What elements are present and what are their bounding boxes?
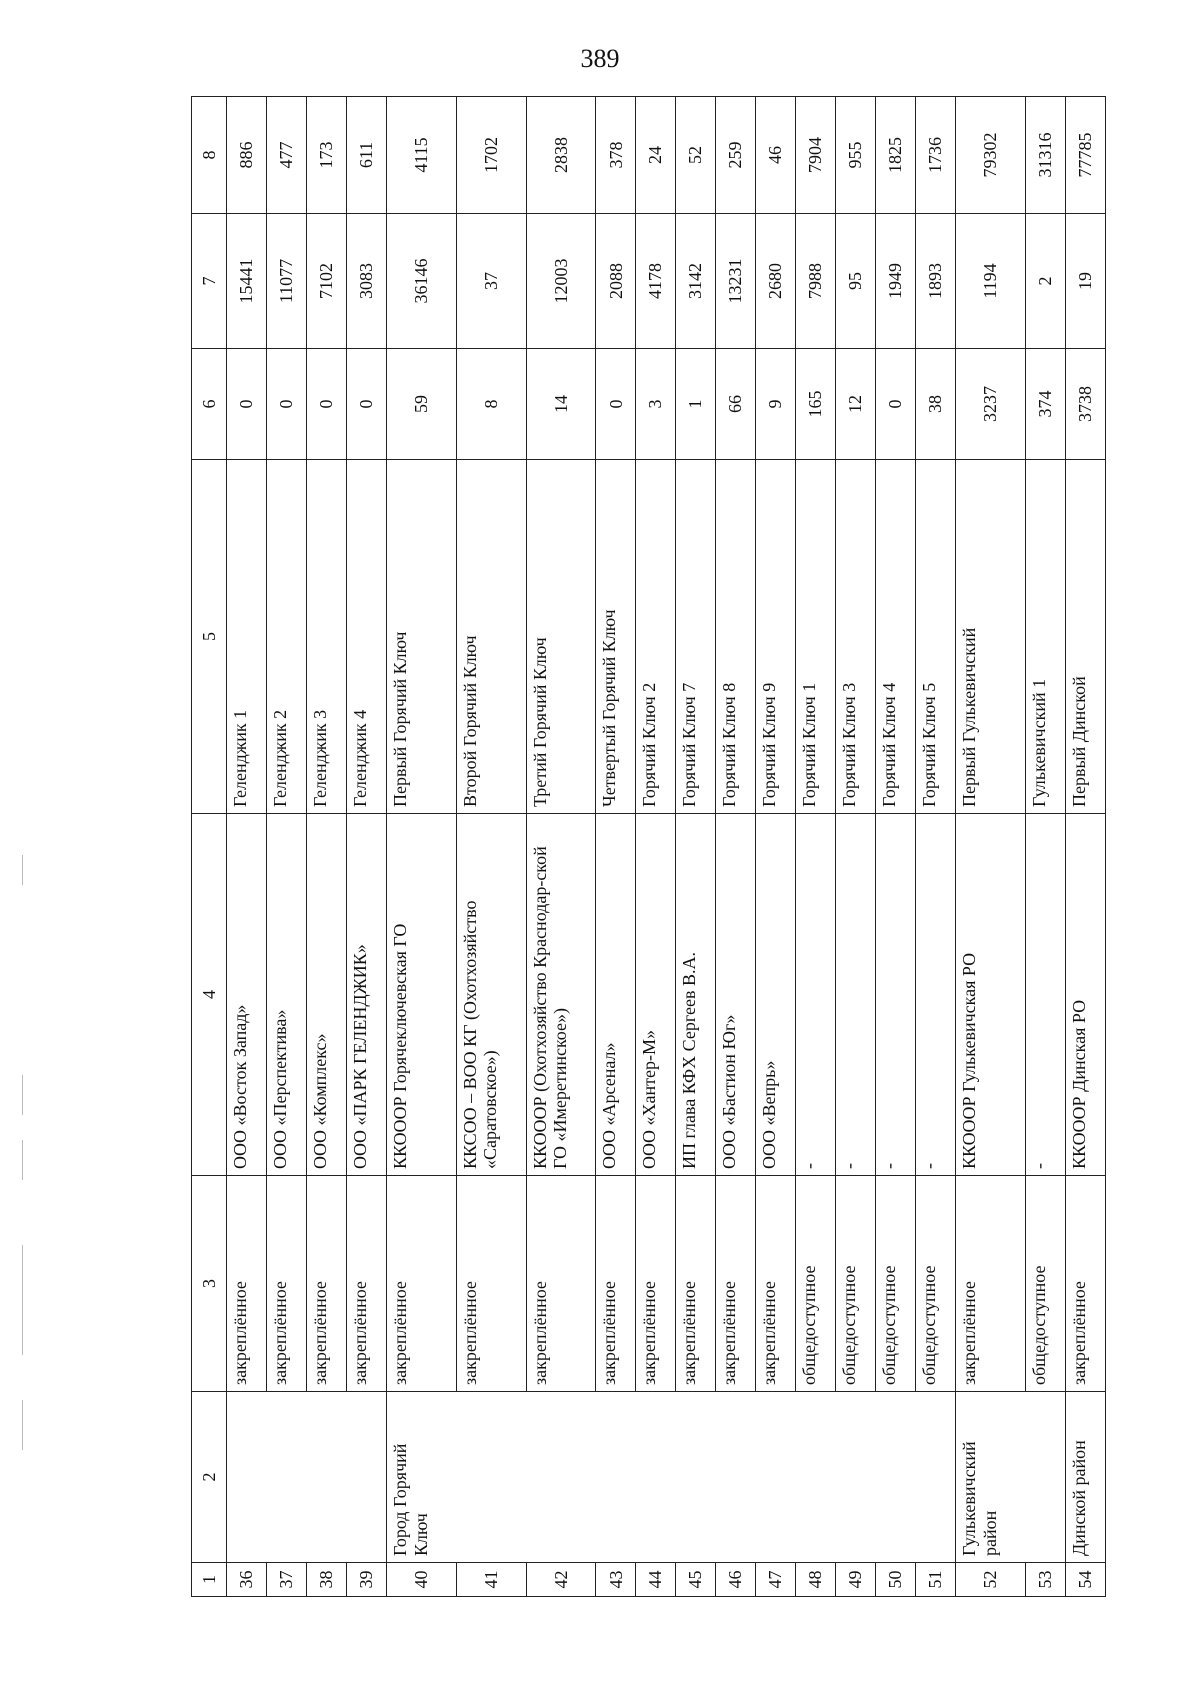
ground-user: - [916, 814, 956, 1176]
value-col6: 0 [266, 349, 306, 460]
value-col8: 46 [756, 97, 796, 214]
municipality [1025, 1392, 1065, 1563]
value-col6: 38 [916, 349, 956, 460]
table-row [956, 97, 1026, 1597]
value-col8: 259 [716, 97, 756, 214]
value-col7: 7988 [796, 214, 836, 349]
ground-type: общедоступное [836, 1176, 876, 1392]
value-col8: 1736 [916, 97, 956, 214]
value-col6: 0 [306, 349, 346, 460]
value-col8: 4115 [386, 97, 456, 214]
table-row [716, 97, 756, 1597]
value-col8: 7904 [796, 97, 836, 214]
value-col7: 36146 [386, 214, 456, 349]
table-row [756, 97, 796, 1597]
value-col6: 59 [386, 349, 456, 460]
municipality [796, 1392, 836, 1563]
table-row [636, 97, 676, 1597]
ground-user: ООО «ПАРК ГЕЛЕНДЖИК» [346, 814, 386, 1176]
column-number-row [192, 97, 227, 1597]
value-col8: 79302 [956, 97, 1026, 214]
ground-user: - [836, 814, 876, 1176]
ground-type: общедоступное [916, 1176, 956, 1392]
column-number-6: 6 [192, 349, 227, 460]
value-col6: 0 [876, 349, 916, 460]
municipality: Город Горячий Ключ [386, 1392, 456, 1563]
row-number: 42 [526, 1563, 596, 1597]
table-row [796, 97, 836, 1597]
scan-artifact [22, 1140, 23, 1180]
row-number: 40 [386, 1563, 456, 1597]
municipality [636, 1392, 676, 1563]
ground-user: ООО «Перспектива» [266, 814, 306, 1176]
ground-name: Горячий Ключ 9 [756, 460, 796, 814]
value-col8: 1702 [456, 97, 526, 214]
value-col6: 9 [756, 349, 796, 460]
value-col7: 2680 [756, 214, 796, 349]
municipality [676, 1392, 716, 1563]
ground-type: закреплённое [716, 1176, 756, 1392]
value-col7: 19 [1065, 214, 1105, 349]
ground-type: закреплённое [386, 1176, 456, 1392]
value-col7: 3083 [346, 214, 386, 349]
ground-name: Третий Горячий Ключ [526, 460, 596, 814]
ground-user: ИП глава КФХ Сергеев В.А. [676, 814, 716, 1176]
table-row [836, 97, 876, 1597]
table-row [266, 97, 306, 1597]
municipality [227, 1392, 267, 1563]
row-number: 54 [1065, 1563, 1105, 1597]
ground-name: Геленджик 4 [346, 460, 386, 814]
row-number: 50 [876, 1563, 916, 1597]
ground-name: Геленджик 1 [227, 460, 267, 814]
municipality [456, 1392, 526, 1563]
value-col6: 0 [596, 349, 636, 460]
ground-user: ООО «Комплекс» [306, 814, 346, 1176]
column-number-3: 3 [192, 1176, 227, 1392]
table-row [526, 97, 596, 1597]
ground-type: закреплённое [596, 1176, 636, 1392]
value-col8: 477 [266, 97, 306, 214]
table-row [916, 97, 956, 1597]
ground-name: Первый Гулькевичский [956, 460, 1026, 814]
ground-type: закреплённое [227, 1176, 267, 1392]
value-col6: 14 [526, 349, 596, 460]
ground-type: закреплённое [306, 1176, 346, 1392]
ground-user: ООО «Хантер-М» [636, 814, 676, 1176]
ground-type: закреплённое [266, 1176, 306, 1392]
value-col7: 11077 [266, 214, 306, 349]
ground-user: ККОООР (Охотхозяйство Краснодар-ской ГО «Имеретинское») [526, 814, 596, 1176]
municipality [716, 1392, 756, 1563]
municipality [876, 1392, 916, 1563]
municipality [836, 1392, 876, 1563]
ground-name: Горячий Ключ 3 [836, 460, 876, 814]
value-col8: 77785 [1065, 97, 1105, 214]
row-number: 44 [636, 1563, 676, 1597]
ground-user: ООО «Вепрь» [756, 814, 796, 1176]
table-row [227, 97, 267, 1597]
ground-type: закреплённое [1065, 1176, 1105, 1392]
value-col7: 3142 [676, 214, 716, 349]
hunting-grounds-table [191, 96, 1106, 1597]
ground-user: ООО «Бастион Юг» [716, 814, 756, 1176]
value-col7: 4178 [636, 214, 676, 349]
value-col7: 1194 [956, 214, 1026, 349]
row-number: 48 [796, 1563, 836, 1597]
row-number: 37 [266, 1563, 306, 1597]
ground-user: ООО «Арсенал» [596, 814, 636, 1176]
ground-type: закреплённое [346, 1176, 386, 1392]
ground-user: - [796, 814, 836, 1176]
ground-type: закреплённое [636, 1176, 676, 1392]
ground-name: Геленджик 2 [266, 460, 306, 814]
municipality [596, 1392, 636, 1563]
ground-name: Горячий Ключ 8 [716, 460, 756, 814]
value-col8: 31316 [1025, 97, 1065, 214]
value-col6: 3738 [1065, 349, 1105, 460]
value-col6: 3237 [956, 349, 1026, 460]
rotated-table-container [191, 97, 1106, 1597]
value-col6: 8 [456, 349, 526, 460]
table-row [876, 97, 916, 1597]
value-col6: 0 [346, 349, 386, 460]
row-number: 39 [346, 1563, 386, 1597]
scan-artifact [22, 1245, 23, 1355]
table-row [1025, 97, 1065, 1597]
ground-name: Горячий Ключ 1 [796, 460, 836, 814]
scan-artifact [22, 1400, 23, 1450]
ground-name: Четвертый Горячий Ключ [596, 460, 636, 814]
ground-type: закреплённое [956, 1176, 1026, 1392]
value-col8: 1825 [876, 97, 916, 214]
table-row [676, 97, 716, 1597]
value-col7: 95 [836, 214, 876, 349]
table-row [346, 97, 386, 1597]
table-row [456, 97, 526, 1597]
column-number-5: 5 [192, 460, 227, 814]
ground-name: Первый Горячий Ключ [386, 460, 456, 814]
column-number-4: 4 [192, 814, 227, 1176]
scan-artifact [22, 1075, 23, 1115]
table-row [596, 97, 636, 1597]
row-number: 46 [716, 1563, 756, 1597]
page-number: 389 [580, 44, 620, 73]
value-col7: 2 [1025, 214, 1065, 349]
ground-user: ККСОО – ВОО КГ (Охотхозяйство «Саратовское») [456, 814, 526, 1176]
row-number: 53 [1025, 1563, 1065, 1597]
municipality [306, 1392, 346, 1563]
value-col8: 378 [596, 97, 636, 214]
ground-type: закреплённое [526, 1176, 596, 1392]
ground-name: Горячий Ключ 4 [876, 460, 916, 814]
row-number: 52 [956, 1563, 1026, 1597]
column-number-7: 7 [192, 214, 227, 349]
ground-type: общедоступное [796, 1176, 836, 1392]
row-number: 38 [306, 1563, 346, 1597]
ground-type: закреплённое [756, 1176, 796, 1392]
ground-user: - [876, 814, 916, 1176]
value-col7: 7102 [306, 214, 346, 349]
ground-user: - [1025, 814, 1065, 1176]
scan-artifact [22, 855, 23, 885]
value-col7: 15441 [227, 214, 267, 349]
ground-name: Первый Динской [1065, 460, 1105, 814]
value-col7: 2088 [596, 214, 636, 349]
ground-name: Второй Горячий Ключ [456, 460, 526, 814]
value-col7: 37 [456, 214, 526, 349]
value-col8: 886 [227, 97, 267, 214]
ground-name: Горячий Ключ 2 [636, 460, 676, 814]
column-number-1: 1 [192, 1563, 227, 1597]
ground-name: Горячий Ключ 5 [916, 460, 956, 814]
value-col6: 12 [836, 349, 876, 460]
municipality [916, 1392, 956, 1563]
ground-type: закреплённое [456, 1176, 526, 1392]
ground-type: общедоступное [1025, 1176, 1065, 1392]
value-col8: 52 [676, 97, 716, 214]
value-col8: 173 [306, 97, 346, 214]
municipality [756, 1392, 796, 1563]
row-number: 41 [456, 1563, 526, 1597]
row-number: 51 [916, 1563, 956, 1597]
value-col6: 1 [676, 349, 716, 460]
ground-name: Горячий Ключ 7 [676, 460, 716, 814]
municipality [346, 1392, 386, 1563]
ground-type: общедоступное [876, 1176, 916, 1392]
municipality: Гулькевичский район [956, 1392, 1026, 1563]
value-col6: 374 [1025, 349, 1065, 460]
value-col8: 24 [636, 97, 676, 214]
value-col6: 0 [227, 349, 267, 460]
row-number: 47 [756, 1563, 796, 1597]
value-col7: 13231 [716, 214, 756, 349]
value-col8: 2838 [526, 97, 596, 214]
value-col8: 611 [346, 97, 386, 214]
municipality: Динской район [1065, 1392, 1105, 1563]
ground-type: закреплённое [676, 1176, 716, 1392]
column-number-8: 8 [192, 97, 227, 214]
table-row [386, 97, 456, 1597]
municipality [526, 1392, 596, 1563]
value-col8: 955 [836, 97, 876, 214]
row-number: 36 [227, 1563, 267, 1597]
value-col6: 66 [716, 349, 756, 460]
value-col7: 1893 [916, 214, 956, 349]
value-col6: 165 [796, 349, 836, 460]
value-col7: 1949 [876, 214, 916, 349]
row-number: 45 [676, 1563, 716, 1597]
ground-user: ООО «Восток Запад» [227, 814, 267, 1176]
ground-name: Гулькевичский 1 [1025, 460, 1065, 814]
value-col7: 12003 [526, 214, 596, 349]
ground-user: ККОООР Динская РО [1065, 814, 1105, 1176]
ground-name: Геленджик 3 [306, 460, 346, 814]
table-row [306, 97, 346, 1597]
table-row [1065, 97, 1105, 1597]
ground-user: ККОООР Горячеключевская ГО [386, 814, 456, 1176]
row-number: 49 [836, 1563, 876, 1597]
ground-user: ККОООР Гулькевичская РО [956, 814, 1026, 1176]
row-number: 43 [596, 1563, 636, 1597]
value-col6: 3 [636, 349, 676, 460]
municipality [266, 1392, 306, 1563]
column-number-2: 2 [192, 1392, 227, 1563]
